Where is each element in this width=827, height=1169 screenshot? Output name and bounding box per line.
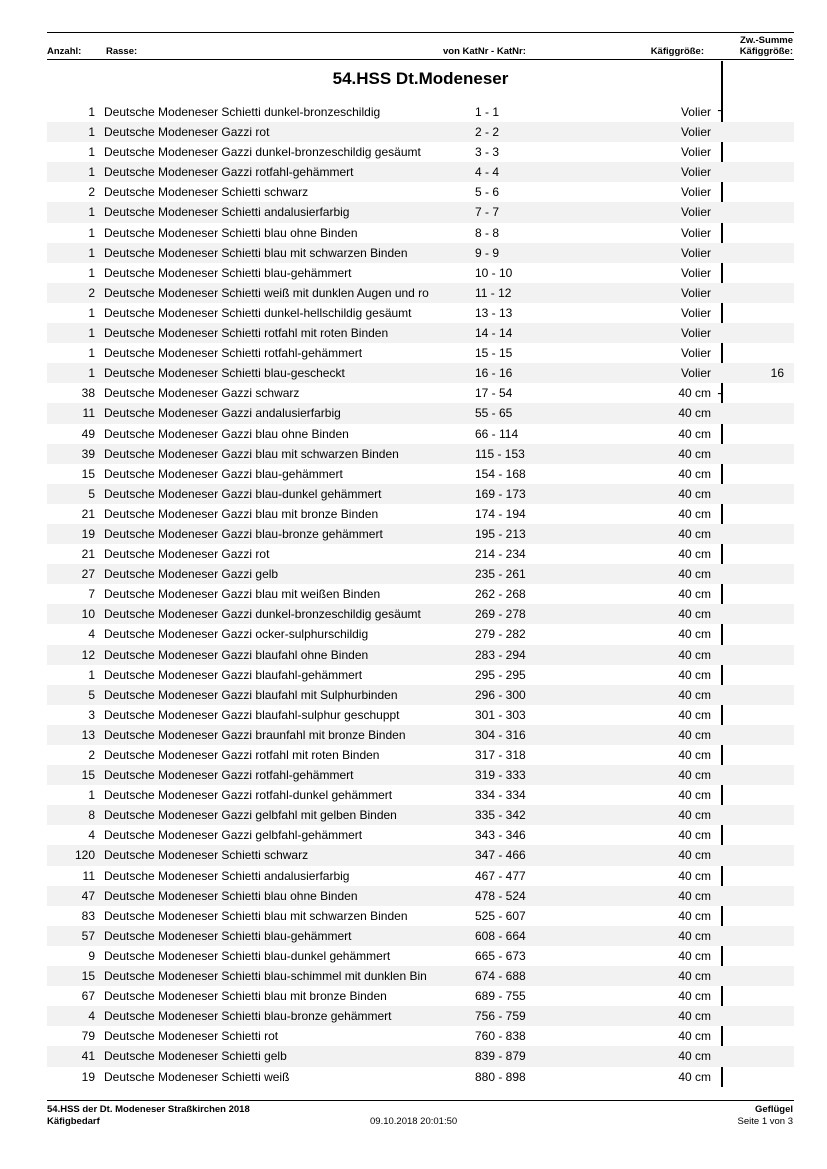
group-title: 54.HSS Dt.Modeneser [332, 69, 509, 88]
cell-kaefiggroesse: 40 cm [678, 1049, 711, 1064]
cell-katnr: 317 - 318 [475, 748, 526, 762]
cell-kaefiggroesse: 40 cm [678, 868, 711, 883]
cell-anzahl: 1 [88, 225, 95, 240]
table-row [47, 1026, 794, 1046]
table-row [47, 584, 794, 604]
cell-kaefiggroesse: Volier [680, 265, 711, 280]
header-rasse: Rasse: [106, 46, 138, 57]
cell-katnr: 9 - 9 [475, 245, 500, 260]
cell-kaefiggroesse: Volier [680, 285, 711, 300]
cell-katnr: 5 - 6 [475, 185, 500, 200]
cell-katnr: 55 - 65 [475, 406, 513, 421]
table-row [47, 544, 794, 564]
bracket-next-mark: ╮ [718, 386, 726, 401]
cell-kaefiggroesse: 40 cm [678, 808, 711, 823]
table-row [47, 805, 794, 825]
cell-kaefiggroesse: 40 cm [678, 386, 711, 401]
footer-category: Geflügel [754, 1104, 793, 1115]
cell-anzahl: 38 [81, 386, 95, 401]
header-bottom-rule [47, 59, 794, 60]
cell-kaefiggroesse: 40 cm [678, 707, 711, 722]
cell-anzahl: 83 [81, 908, 95, 923]
table-row [47, 363, 794, 383]
cell-kaefiggroesse: 40 cm [678, 908, 711, 923]
cell-rasse: Deutsche Modeneser Schietti blau-gescheckt [104, 366, 345, 381]
cell-rasse: Deutsche Modeneser Gazzi gelbfahl-gehämmert [104, 828, 363, 843]
cell-anzahl: 4 [88, 627, 95, 642]
cell-anzahl: 21 [81, 547, 95, 562]
cell-katnr: 269 - 278 [475, 607, 526, 622]
cell-anzahl: 11 [82, 868, 95, 883]
cell-kaefiggroesse: 40 cm [678, 888, 711, 903]
cell-anzahl: 27 [81, 567, 95, 582]
cell-rasse: Deutsche Modeneser Gazzi blaufahl-gehämmert [104, 667, 363, 682]
cage-table [47, 102, 794, 1087]
cell-rasse: Deutsche Modeneser Schietti dunkel-hellschildig gesäumt [104, 305, 412, 320]
cell-anzahl: 47 [81, 888, 95, 903]
table-row [47, 604, 794, 624]
table-row [47, 424, 794, 444]
cell-katnr: 3 - 3 [475, 145, 500, 160]
cell-kaefiggroesse: 40 cm [678, 667, 711, 682]
cell-kaefiggroesse: Volier [680, 145, 711, 160]
cell-rasse: Deutsche Modeneser Schietti blau-dunkel gehämmert [104, 948, 391, 963]
cell-zwsumme: 16 [770, 366, 784, 381]
cell-katnr: 756 - 759 [475, 1009, 526, 1024]
cell-anzahl: 8 [88, 808, 95, 823]
table-row [47, 886, 794, 906]
table-row [47, 142, 794, 162]
cell-kaefiggroesse: Volier [680, 205, 711, 220]
cell-rasse: Deutsche Modeneser Gazzi schwarz [104, 386, 300, 401]
table-row [47, 564, 794, 584]
cell-anzahl: 12 [81, 647, 95, 662]
cell-anzahl: 10 [81, 607, 95, 622]
table-row [47, 825, 794, 845]
cell-kaefiggroesse: Volier [680, 346, 711, 361]
cell-anzahl: 2 [88, 285, 95, 300]
cell-kaefiggroesse: 40 cm [678, 526, 711, 541]
cell-katnr: 1 - 1 [475, 105, 500, 119]
cell-anzahl: 2 [88, 748, 95, 762]
cell-kaefiggroesse: 40 cm [678, 948, 711, 963]
cell-anzahl: 120 [74, 848, 95, 863]
cell-anzahl: 11 [82, 406, 95, 421]
cell-katnr: 335 - 342 [475, 808, 526, 823]
cell-rasse: Deutsche Modeneser Schietti schwarz [104, 848, 309, 863]
cell-katnr: 235 - 261 [475, 567, 526, 582]
table-row [47, 464, 794, 484]
cell-rasse: Deutsche Modeneser Gazzi gelbfahl mit gelben Binden [104, 808, 397, 823]
cell-rasse: Deutsche Modeneser Schietti schwarz [104, 185, 309, 200]
cell-rasse: Deutsche Modeneser Gazzi rot [104, 125, 270, 140]
cell-katnr: 214 - 234 [475, 547, 526, 562]
table-row [47, 725, 794, 745]
cell-anzahl: 57 [81, 928, 95, 943]
cell-kaefiggroesse: Volier [680, 105, 711, 119]
cell-kaefiggroesse: 40 cm [678, 627, 711, 642]
cell-kaefiggroesse: 40 cm [678, 587, 711, 602]
cell-anzahl: 1 [88, 105, 95, 119]
table-row [47, 785, 794, 805]
header-zwsumme-line2: Käfiggröße: [739, 46, 793, 57]
cell-katnr: 7 - 7 [475, 205, 500, 220]
cell-katnr: 301 - 303 [475, 707, 526, 722]
cell-rasse: Deutsche Modeneser Gazzi blaufahl ohne Binden [104, 647, 369, 662]
cell-rasse: Deutsche Modeneser Gazzi blau mit bronze Binden [104, 506, 379, 521]
cell-katnr: 304 - 316 [475, 727, 526, 742]
cell-kaefiggroesse: 40 cm [678, 989, 711, 1004]
table-row [47, 624, 794, 644]
table-row [47, 906, 794, 926]
cell-anzahl: 67 [81, 989, 95, 1004]
cell-katnr: 115 - 153 [475, 446, 525, 461]
cell-katnr: 8 - 8 [475, 225, 500, 240]
cell-kaefiggroesse: Volier [680, 225, 711, 240]
cell-rasse: Deutsche Modeneser Gazzi blau mit weißen Binden [104, 587, 381, 602]
cell-katnr: 467 - 477 [475, 868, 526, 883]
cell-katnr: 674 - 688 [475, 969, 526, 984]
table-row [47, 243, 794, 263]
cell-katnr: 195 - 213 [475, 526, 526, 541]
cell-katnr: 174 - 194 [475, 506, 526, 521]
cell-rasse: Deutsche Modeneser Schietti blau ohne Binden [104, 225, 358, 240]
cell-rasse: Deutsche Modeneser Gazzi braunfahl mit bronze Binden [104, 727, 406, 742]
cell-kaefiggroesse: 40 cm [678, 607, 711, 622]
cell-katnr: 154 - 168 [475, 466, 526, 481]
cell-kaefiggroesse: 40 cm [678, 748, 711, 762]
table-row [47, 182, 794, 202]
table-row [47, 263, 794, 283]
cell-katnr: 295 - 295 [475, 667, 526, 682]
table-row [47, 323, 794, 343]
cell-anzahl: 1 [88, 346, 95, 361]
cell-anzahl: 5 [88, 687, 95, 702]
table-row [47, 102, 794, 122]
cell-rasse: Deutsche Modeneser Gazzi andalusierfarbig [104, 406, 341, 421]
table-row [47, 845, 794, 865]
cell-rasse: Deutsche Modeneser Schietti blau-schimmel mit dunklen Bin [104, 969, 427, 984]
cell-rasse: Deutsche Modeneser Gazzi blau-gehämmert [104, 466, 343, 481]
cell-katnr: 13 - 13 [475, 305, 513, 320]
cell-kaefiggroesse: Volier [680, 366, 711, 381]
table-row [47, 162, 794, 182]
cell-katnr: 880 - 898 [475, 1069, 526, 1084]
cell-anzahl: 1 [88, 245, 95, 260]
table-row [47, 303, 794, 323]
table-row [47, 283, 794, 303]
table-row [47, 1046, 794, 1066]
header-zwsumme-line1: Zw.-Summe [740, 35, 793, 46]
cell-anzahl: 1 [88, 326, 95, 341]
footer-page-number: Seite 1 von 3 [737, 1116, 793, 1127]
cell-katnr: 608 - 664 [475, 928, 526, 943]
footer-event: 54.HSS der Dt. Modeneser Straßkirchen 2018 [47, 1104, 250, 1115]
table-row [47, 403, 794, 423]
cell-kaefiggroesse: Volier [680, 185, 711, 200]
cell-rasse: Deutsche Modeneser Schietti blau-bronze gehämmert [104, 1009, 392, 1024]
cell-rasse: Deutsche Modeneser Schietti weiß [104, 1069, 290, 1084]
cell-kaefiggroesse: Volier [680, 165, 711, 180]
cell-kaefiggroesse: 40 cm [678, 768, 711, 783]
cell-rasse: Deutsche Modeneser Gazzi rotfahl-gehämmert [104, 768, 354, 783]
table-row [47, 866, 794, 886]
cell-katnr: 343 - 346 [475, 828, 526, 843]
cell-kaefiggroesse: 40 cm [678, 727, 711, 742]
cell-kaefiggroesse: Volier [680, 245, 711, 260]
cell-anzahl: 79 [81, 1029, 95, 1044]
table-row [47, 745, 794, 765]
cell-katnr: 262 - 268 [475, 587, 526, 602]
cell-anzahl: 1 [88, 788, 95, 803]
cell-anzahl: 19 [81, 526, 95, 541]
cell-rasse: Deutsche Modeneser Schietti blau-gehämmert [104, 265, 352, 280]
cell-anzahl: 49 [81, 426, 95, 441]
cell-katnr: 10 - 10 [475, 265, 513, 280]
cell-kaefiggroesse: Volier [680, 305, 711, 320]
cell-katnr: 319 - 333 [475, 768, 526, 783]
table-row [47, 343, 794, 363]
cell-katnr: 525 - 607 [475, 908, 526, 923]
cell-rasse: Deutsche Modeneser Gazzi rotfahl mit roten Binden [104, 748, 380, 762]
cell-kaefiggroesse: 40 cm [678, 446, 711, 461]
header-anzahl: Anzahl: [47, 46, 82, 57]
cell-kaefiggroesse: 40 cm [678, 1069, 711, 1084]
cell-rasse: Deutsche Modeneser Gazzi blau-dunkel gehämmert [104, 486, 382, 501]
cell-anzahl: 1 [88, 366, 95, 381]
cell-rasse: Deutsche Modeneser Gazzi dunkel-bronzeschildig gesäumt [104, 607, 421, 622]
table-row [47, 946, 794, 966]
cell-katnr: 839 - 879 [475, 1049, 526, 1064]
cell-katnr: 760 - 838 [475, 1029, 526, 1044]
cell-kaefiggroesse: 40 cm [678, 466, 711, 481]
table-row [47, 444, 794, 464]
cell-katnr: 169 - 173 [475, 486, 526, 501]
cell-rasse: Deutsche Modeneser Gazzi blaufahl mit Sulphurbinden [104, 687, 398, 702]
cell-anzahl: 1 [88, 145, 95, 160]
cell-rasse: Deutsche Modeneser Schietti rotfahl-gehämmert [104, 346, 363, 361]
table-row [47, 645, 794, 665]
cell-rasse: Deutsche Modeneser Gazzi blaufahl-sulphur geschuppt [104, 707, 400, 722]
cell-kaefiggroesse: 40 cm [678, 506, 711, 521]
cell-kaefiggroesse: 40 cm [678, 406, 711, 421]
cell-anzahl: 5 [88, 486, 95, 501]
cell-anzahl: 15 [81, 768, 95, 783]
cell-rasse: Deutsche Modeneser Schietti blau mit schwarzen Binden [104, 908, 408, 923]
cell-kaefiggroesse: 40 cm [678, 567, 711, 582]
cell-rasse: Deutsche Modeneser Gazzi blau mit schwarzen Binden [104, 446, 399, 461]
cell-anzahl: 1 [88, 205, 95, 220]
cell-anzahl: 4 [88, 828, 95, 843]
table-row [47, 484, 794, 504]
cell-katnr: 17 - 54 [475, 386, 513, 401]
cell-rasse: Deutsche Modeneser Schietti blau mit schwarzen Binden [104, 245, 408, 260]
cell-katnr: 4 - 4 [475, 165, 500, 180]
cell-anzahl: 9 [88, 948, 95, 963]
table-row [47, 383, 794, 403]
cell-rasse: Deutsche Modeneser Schietti blau mit bronze Binden [104, 989, 387, 1004]
cell-anzahl: 41 [81, 1049, 95, 1064]
cell-kaefiggroesse: 40 cm [678, 1029, 711, 1044]
cell-kaefiggroesse: 40 cm [678, 486, 711, 501]
cell-katnr: 14 - 14 [475, 326, 513, 341]
cell-anzahl: 4 [88, 1009, 95, 1024]
cell-anzahl: 15 [81, 466, 95, 481]
cell-katnr: 689 - 755 [475, 989, 526, 1004]
cell-anzahl: 13 [81, 727, 95, 742]
footer-report-name: Käfigbedarf [47, 1116, 100, 1127]
cell-rasse: Deutsche Modeneser Gazzi blau-bronze gehämmert [104, 526, 383, 541]
cell-anzahl: 1 [88, 667, 95, 682]
table-row [47, 705, 794, 725]
cell-rasse: Deutsche Modeneser Schietti andalusierfarbig [104, 868, 350, 883]
table-row [47, 966, 794, 986]
table-row [47, 202, 794, 222]
cell-kaefiggroesse: 40 cm [678, 687, 711, 702]
table-row [47, 122, 794, 142]
cell-katnr: 11 - 12 [475, 285, 512, 300]
cell-katnr: 279 - 282 [475, 627, 526, 642]
cell-anzahl: 3 [88, 707, 95, 722]
cell-kaefiggroesse: 40 cm [678, 828, 711, 843]
cell-kaefiggroesse: 40 cm [678, 647, 711, 662]
header-kaefig: Käfiggröße: [650, 46, 704, 57]
table-row [47, 665, 794, 685]
cell-anzahl: 1 [88, 125, 95, 140]
cell-rasse: Deutsche Modeneser Gazzi rotfahl-dunkel gehämmert [104, 788, 393, 803]
cell-kaefiggroesse: 40 cm [678, 426, 711, 441]
footer-timestamp: 09.10.2018 20:01:50 [370, 1116, 458, 1127]
cell-rasse: Deutsche Modeneser Gazzi gelb [104, 567, 279, 582]
cell-kaefiggroesse: 40 cm [678, 969, 711, 984]
table-row [47, 765, 794, 785]
cell-rasse: Deutsche Modeneser Schietti rotfahl mit roten Binden [104, 326, 389, 341]
cell-katnr: 15 - 15 [475, 346, 513, 361]
cell-rasse: Deutsche Modeneser Schietti dunkel-bronzeschildig [104, 105, 381, 119]
cell-kaefiggroesse: 40 cm [678, 928, 711, 943]
cell-katnr: 283 - 294 [475, 647, 526, 662]
cell-rasse: Deutsche Modeneser Gazzi dunkel-bronzeschildig gesäumt [104, 145, 421, 160]
table-row [47, 504, 794, 524]
table-row [47, 1006, 794, 1026]
cell-kaefiggroesse: 40 cm [678, 547, 711, 562]
table-row [47, 223, 794, 243]
header-zwsumme [728, 35, 793, 57]
cell-rasse: Deutsche Modeneser Schietti rot [104, 1029, 279, 1044]
cell-kaefiggroesse: 40 cm [678, 1009, 711, 1024]
cell-katnr: 2 - 2 [475, 125, 500, 140]
cell-katnr: 296 - 300 [475, 687, 526, 702]
cell-katnr: 66 - 114 [475, 426, 519, 441]
cell-anzahl: 1 [88, 265, 95, 280]
cell-rasse: Deutsche Modeneser Gazzi ocker-sulphurschildig [104, 627, 369, 642]
cell-katnr: 665 - 673 [475, 948, 526, 963]
cell-kaefiggroesse: 40 cm [678, 788, 711, 803]
cell-anzahl: 1 [88, 165, 95, 180]
cell-rasse: Deutsche Modeneser Schietti andalusierfarbig [104, 205, 350, 220]
table-row [47, 1067, 794, 1087]
header-katnr: von KatNr - KatNr: [443, 46, 526, 57]
cell-anzahl: 7 [88, 587, 95, 602]
cell-rasse: Deutsche Modeneser Schietti blau-gehämmert [104, 928, 352, 943]
cell-rasse: Deutsche Modeneser Gazzi blau ohne Binden [104, 426, 349, 441]
table-row [47, 685, 794, 705]
header-top-rule [47, 32, 794, 33]
cell-rasse: Deutsche Modeneser Gazzi rotfahl-gehämmert [104, 165, 354, 180]
cell-rasse: Deutsche Modeneser Schietti gelb [104, 1049, 287, 1064]
cell-anzahl: 21 [81, 506, 95, 521]
cell-anzahl: 39 [81, 446, 95, 461]
cell-anzahl: 1 [88, 305, 95, 320]
cell-katnr: 334 - 334 [475, 788, 526, 803]
cell-kaefiggroesse: 40 cm [678, 848, 711, 863]
cell-katnr: 478 - 524 [475, 888, 526, 903]
cell-anzahl: 19 [81, 1069, 95, 1084]
cell-rasse: Deutsche Modeneser Schietti blau ohne Binden [104, 888, 358, 903]
cell-kaefiggroesse: Volier [680, 326, 711, 341]
bracket-top-mark: ╮ [718, 103, 726, 118]
cell-katnr: 347 - 466 [475, 848, 526, 863]
cell-katnr: 16 - 16 [475, 366, 513, 381]
footer-rule [47, 1100, 794, 1101]
table-row [47, 926, 794, 946]
cell-rasse: Deutsche Modeneser Schietti weiß mit dunklen Augen und ro [104, 285, 429, 300]
table-row [47, 986, 794, 1006]
cell-rasse: Deutsche Modeneser Gazzi rot [104, 547, 270, 562]
cell-anzahl: 2 [88, 185, 95, 200]
table-row [47, 524, 794, 544]
cell-anzahl: 15 [81, 969, 95, 984]
cell-kaefiggroesse: Volier [680, 125, 711, 140]
